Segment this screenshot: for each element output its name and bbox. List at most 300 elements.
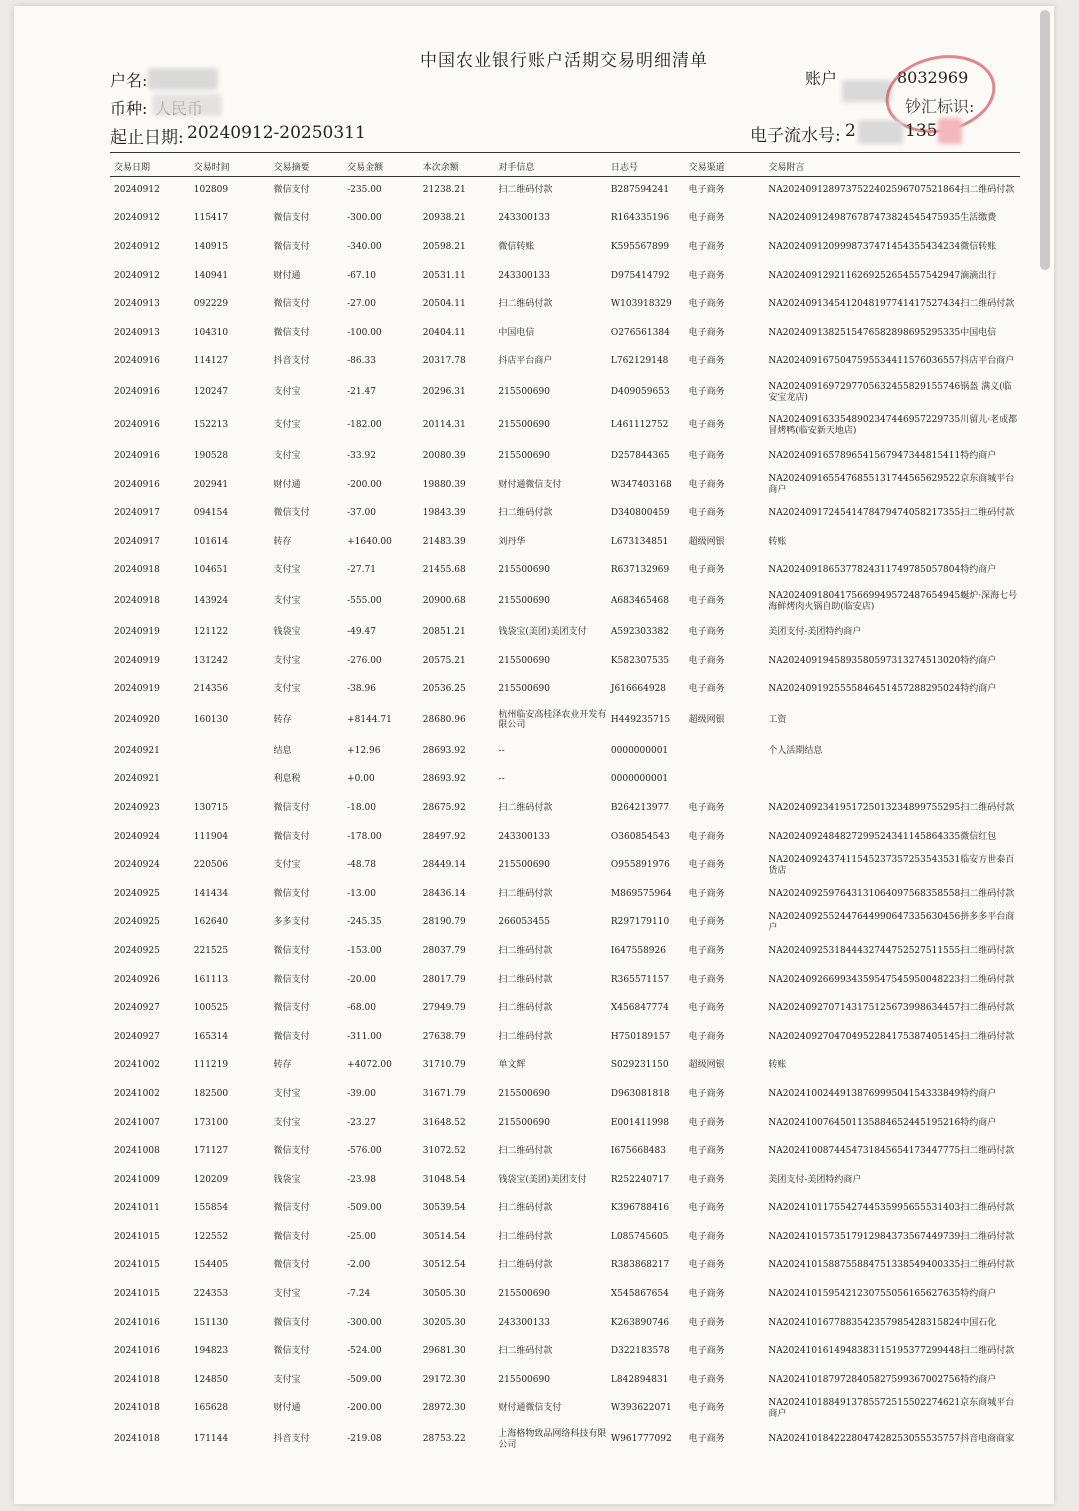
table-cell: NA2024091925555846451457288295024特约商户 [768,684,997,695]
table-cell: 224353 [193,1289,229,1300]
table-cell: -27.00 [347,299,376,310]
table-row [110,348,1020,377]
table-cell: NA2024092531844432744752527511555扫二维码付款 [768,945,1015,956]
table-row [110,376,1020,409]
table-cell: 20241007 [114,1117,160,1128]
table-cell: -200.00 [347,479,382,490]
table-cell: 20575.21 [422,655,466,666]
table-cell: 微信支付 [273,831,310,842]
table-cell: NA202409128973752240259670752186​4扫二维码付款 [768,184,1015,195]
table-cell: -68.00 [347,1003,376,1014]
table-cell: 20240926 [114,974,160,985]
table-cell: 28449.14 [422,860,466,871]
column-header: 交易日期 [114,162,151,173]
table-cell: 20240916 [114,356,160,367]
table-cell: R637132969 [610,565,670,576]
table-cell: 28017.79 [422,974,466,985]
table-cell: -25.00 [347,1231,376,1242]
table-cell: 20240925 [114,917,160,928]
table-cell: NA2024092341951725013234899755295扫二维码付款 [768,802,1015,813]
table-cell: 支付宝 [273,387,301,398]
table-cell: 电子商务 [688,974,725,985]
table-cell: 电子商务 [688,1203,725,1214]
table-cell: 28693.92 [422,774,466,785]
table-cell: 20240913 [114,299,160,310]
table-cell: 20241018 [114,1374,160,1385]
table-cell: NA2024091945893580597313274513020特约商户 [768,655,997,666]
table-cell: 20531.11 [422,270,466,281]
table-cell: 20296.31 [422,387,466,398]
table-cell: 电子商务 [688,945,725,956]
table-row [110,1051,1020,1080]
table-cell: J616664928 [610,684,667,695]
table-cell: NA2024091382515476582898695295335中国电信 [768,327,997,338]
table-cell: 微信支付 [273,1031,310,1042]
table-cell: 扫二维码付款 [498,1346,553,1357]
table-cell: O360854543 [610,831,670,842]
table-cell: 微信支付 [273,945,310,956]
table-cell: 20240917 [114,536,160,547]
table-cell: 财付通微信支付 [498,479,562,490]
table-cell: NA2024101595421230755056165627635特约商户 [768,1289,997,1300]
table-cell: 28037.79 [422,945,466,956]
table-cell: 202941 [193,479,229,490]
table-cell: -245.35 [347,917,382,928]
table-cell: NA2024092437411545237357253543531临安方世泰百货店 [768,854,1015,876]
table-cell: NA2024101677883542357985428315824中国石化 [768,1317,997,1328]
table-cell: 电子商务 [688,270,725,281]
table-cell: K582307535 [610,655,670,666]
table-cell: NA2024092484827299524341145864335微信红包 [768,831,997,842]
table-row [110,880,1020,909]
table-cell: 支付宝 [273,1289,301,1300]
table-cell: 120247 [193,387,229,398]
table-cell: 243300133 [498,831,550,842]
table-cell: X545867654 [610,1289,669,1300]
table-cell: 141434 [193,888,229,899]
table-cell: 微信支付 [273,1203,310,1214]
table-cell: 20317.78 [422,356,466,367]
table-cell: 多多支付 [273,917,310,928]
table-cell: 支付宝 [273,451,301,462]
table-cell: 支付宝 [273,565,301,576]
table-cell: -39.00 [347,1088,376,1099]
table-cell: 转存 [273,715,292,725]
table-cell: 154405 [193,1260,229,1271]
table-cell: -33.92 [347,451,376,462]
table-row [110,766,1020,795]
table-cell: 20240925 [114,945,160,956]
table-cell: K595567899 [610,242,670,253]
table-cell: 0000000001 [610,745,669,756]
table-cell: 131242 [193,655,229,666]
table-cell: 工资 [768,715,787,725]
table-cell: 电子商务 [688,1346,725,1357]
date-range-label: 起止日期: [110,128,184,148]
table-cell: W347403168 [610,479,672,490]
table-cell: 20240916 [114,420,160,431]
table-cell: 微信支付 [273,888,310,899]
table-cell: 20241011 [114,1203,160,1214]
name-label: 户名: [110,71,148,90]
table-cell: -- [498,774,505,785]
table-cell: NA2024101588755884751338549400335扫二维码付款 [768,1260,1015,1271]
table-row [110,319,1020,348]
table-cell: 215500690 [498,596,550,607]
redacted-name [148,68,218,90]
table-cell: -37.00 [347,508,376,519]
table-cell: 215500690 [498,1117,550,1128]
table-cell: B264213977 [610,802,670,813]
table-cell: -38.96 [347,684,376,695]
table-cell: -576.00 [347,1146,382,1157]
table-cell: -- [498,745,505,756]
redacted-serial-end [938,118,962,144]
table-cell: 刘丹华 [498,536,526,547]
table-cell: 30539.54 [422,1203,466,1214]
table-cell: NA2024091724541478479474058217355扫二维码付款 [768,508,1015,519]
table-cell: 电子商务 [688,1231,725,1242]
table-cell: 20241002 [114,1060,160,1071]
table-cell: 微信支付 [273,1146,310,1157]
table-cell: 27638.79 [422,1031,466,1042]
table-cell: 电子商务 [688,888,725,899]
table-cell: A592303382 [610,627,669,638]
table-cell: 27949.79 [422,1003,466,1014]
table-cell: 电子商务 [688,1403,725,1414]
table-cell: 215500690 [498,387,550,398]
table-cell: 20241016 [114,1317,160,1328]
table-cell: L461112752 [610,420,669,431]
table-cell: 171144 [193,1434,229,1445]
table-cell: 20240927 [114,1031,160,1042]
table-cell: 电子商务 [688,1146,725,1157]
table-cell: 243300133 [498,213,550,224]
table-cell: 28753.22 [422,1434,466,1445]
table-cell: 20240912 [114,184,160,195]
table-cell: 20240919 [114,627,160,638]
table-cell: 162640 [193,917,229,928]
table-cell: -18.00 [347,802,376,813]
table-row [110,557,1020,586]
table-cell: 194823 [193,1346,229,1357]
table-cell: -48.78 [347,860,376,871]
table-cell: NA2024091865377824311749785057804特约商户 [768,565,997,576]
table-cell: H750189157 [610,1031,671,1042]
table-cell: -182.00 [347,420,382,431]
table-cell: 微信支付 [273,508,310,519]
table-cell: NA2024100764501135884652445195216特约商户 [768,1117,997,1128]
table-cell: D257844365 [610,451,670,462]
table-cell: 20240912 [114,213,160,224]
table-cell: NA2024101884913785572515502274621京东商城平台商户 [768,1398,1015,1419]
table-cell: 微信支付 [273,299,310,310]
table-cell: 微信支付 [273,974,310,985]
table-row [110,1337,1020,1366]
table-row [110,1223,1020,1252]
table-cell: NA2024101879728405827599367002756特约商户 [768,1374,997,1385]
table-cell: R297179110 [610,917,670,928]
table-cell: -235.00 [347,184,382,195]
table-cell: 杭州临安高桂泽农业开发有限公司 [498,709,607,731]
column-header: 交易时间 [193,162,230,173]
table-cell: 190528 [193,451,229,462]
table-cell: NA2024092704704952284175387405145扫二维码付款 [768,1031,1015,1042]
table-cell: 电子商务 [688,1174,725,1185]
table-cell: NA2024091633548902347446957229735川留儿·老成都冒烤鸭(临安新天地店) [768,414,1018,436]
table-cell: 20240924 [114,860,160,871]
table-cell: R383868217 [610,1260,670,1271]
table-cell: 超级网银 [688,715,725,725]
table-cell: 抖音支付 [273,1434,310,1445]
table-cell: 电子商务 [688,327,725,338]
table-cell: 243300133 [498,270,550,281]
table-cell: 29681.30 [422,1346,466,1357]
table-row [110,994,1020,1023]
table-cell: 结息 [273,745,292,756]
table-cell: -311.00 [347,1031,382,1042]
table-cell: -86.33 [347,356,376,367]
table-cell: +0.00 [347,774,375,785]
table-row [110,1252,1020,1281]
table-cell: 电子商务 [688,1003,725,1014]
table-cell: -555.00 [347,596,382,607]
table-cell: 电子商务 [688,627,725,638]
table-cell: R164335196 [610,213,670,224]
table-cell: 微信支付 [273,802,310,813]
table-cell: 电子商务 [688,917,725,928]
table-cell: 30205.30 [422,1317,466,1328]
table-cell: 电子商务 [688,356,725,367]
table-cell: 电子商务 [688,655,725,666]
table-cell: 微信支付 [273,242,310,253]
table-row [110,1395,1020,1424]
table-cell: 电子商务 [688,831,725,842]
table-cell: 电子商务 [688,213,725,224]
table-cell: 122552 [193,1231,229,1242]
table-row [110,737,1020,766]
table-cell: 电子商务 [688,184,725,195]
table-cell: 电子商务 [688,1031,725,1042]
table-cell: 20240923 [114,802,160,813]
table-cell: 165314 [193,1031,229,1042]
table-cell: 利息税 [273,774,301,785]
table-cell: 20240916 [114,387,160,398]
table-cell: -27.71 [347,565,376,576]
serial-value-suffix: 135 [905,121,938,141]
table-cell: 财付通 [273,479,301,490]
table-cell: 微信支付 [273,213,310,224]
column-header: 本次余额 [422,162,459,173]
table-cell: 财付通微信支付 [498,1403,562,1414]
column-header: 交易渠道 [688,162,725,173]
table-cell: 140941 [193,270,229,281]
table-row [110,1109,1020,1138]
table-cell: 电子商务 [688,387,725,398]
table-cell: 20240916 [114,451,160,462]
table-cell: 扫二维码付款 [498,888,553,899]
scrollbar[interactable] [1040,10,1050,270]
table-row [110,442,1020,471]
table-cell: -200.00 [347,1403,382,1414]
table-row [110,290,1020,319]
table-cell: I675668483 [610,1146,666,1157]
table-cell: -21.47 [347,387,376,398]
table-cell: 155854 [193,1203,229,1214]
table-cell: 转账 [768,536,787,547]
table-cell: 215500690 [498,420,550,431]
table-cell: 092229 [193,299,229,310]
table-cell: 电子商务 [688,1289,725,1300]
table-cell: -300.00 [347,1317,382,1328]
table-row [110,585,1020,618]
table-cell: R252240717 [610,1174,670,1185]
table-cell: 超级网银 [688,1060,725,1071]
table-row [110,966,1020,995]
table-cell: 173100 [193,1117,229,1128]
table-cell: 电子商务 [688,451,725,462]
table-cell: 111904 [193,831,229,842]
column-header: 日志号 [610,162,638,173]
table-cell: 215500690 [498,684,550,695]
table-cell: 140915 [193,242,229,253]
table-cell: 钱袋宝(美团)美团支付 [498,627,587,638]
table-cell: NA2024092597643131064097568358558扫二维码付款 [768,888,1015,899]
table-cell: 151130 [193,1317,229,1328]
table-cell: 电子商务 [688,299,725,310]
table-cell: 21483.39 [422,536,466,547]
table-cell: 电子商务 [688,802,725,813]
table-cell: 20851.21 [422,627,466,638]
table-cell: X456847774 [610,1003,669,1014]
table-cell: -100.00 [347,327,382,338]
table-cell: 财付通 [273,270,301,281]
table-cell: D340800459 [610,508,670,519]
table-cell: M869575964 [610,888,672,899]
table-cell: NA2024091292116269252654557542947滴滴出行 [768,270,997,281]
table-cell: 28190.79 [422,917,466,928]
table-row [110,205,1020,234]
table-cell: H449235715 [610,715,671,725]
table-cell: A683465468 [610,596,669,607]
table-row [110,1137,1020,1166]
table-cell: 转账 [768,1060,787,1071]
table-cell: 支付宝 [273,655,301,666]
redacted-currency [152,94,222,116]
table-cell: 20240918 [114,596,160,607]
table-cell: 20241018 [114,1434,160,1445]
table-cell: NA2024101175542744535995655531403扫二维码付款 [768,1203,1015,1214]
table-cell: 钱袋宝 [273,627,301,638]
table-cell: 30505.30 [422,1289,466,1300]
table-cell [764,766,1020,795]
table-cell: -509.00 [347,1203,382,1214]
table-row [110,647,1020,676]
table-row [110,1366,1020,1395]
table-cell: 扫二维码付款 [498,945,553,956]
table-cell: NA2024092707143175125673998634457扫二维码付款 [768,1003,1015,1014]
table-cell: 214356 [193,684,229,695]
table-cell: 20240918 [114,565,160,576]
table-cell: 28693.92 [422,745,466,756]
table-header-row [110,156,1020,176]
table-cell: -524.00 [347,1346,382,1357]
table-cell: 20240925 [114,888,160,899]
table-cell: 20241009 [114,1174,160,1185]
table-cell: 215500690 [498,1289,550,1300]
table-cell: NA2024091209998737471454355434234微信转账 [768,242,997,253]
table-cell: 215500690 [498,451,550,462]
table-cell: -178.00 [347,831,382,842]
table-cell: -153.00 [347,945,382,956]
table-row [110,528,1020,557]
table-cell: NA2024100874454731845654173447775扫二维码付款 [768,1146,1015,1157]
table-cell: 微信支付 [273,1231,310,1242]
column-header: 对手信息 [498,162,535,173]
table-row [110,233,1020,262]
table-cell: 20241008 [114,1146,160,1157]
date-range-value: 20240912-20250311 [187,123,366,143]
table-cell: 电子商务 [688,1374,725,1385]
table-cell: 20504.11 [422,299,466,310]
table-cell: 30512.54 [422,1260,466,1271]
table-cell: 电子商务 [688,242,725,253]
table-cell: K396788416 [610,1203,670,1214]
table-cell: 电子商务 [688,684,725,695]
table-cell: 支付宝 [273,1088,301,1099]
table-cell: O955891976 [610,860,670,871]
table-cell: L842894831 [610,1374,669,1385]
table-cell: 扫二维码付款 [498,802,553,813]
table-cell: NA20240912498767874738245454759​35生活缴费 [768,213,997,224]
table-cell: 215500690 [498,1374,550,1385]
table-cell: 28436.14 [422,888,466,899]
table-row [110,1423,1020,1456]
table-cell: 215500690 [498,860,550,871]
table-cell: 28680.96 [422,715,466,725]
table-cell: +8144.71 [347,715,392,725]
table-cell: 20240912 [114,242,160,253]
table-cell: 微信支付 [273,327,310,338]
table-cell [685,766,765,795]
table-row [110,1280,1020,1309]
serial-value-prefix: 2 [845,121,856,141]
table-cell: 扫二维码付款 [498,974,553,985]
table-cell: 微信支付 [273,1260,310,1271]
table-cell: -13.00 [347,888,376,899]
column-header: 交易金额 [347,162,384,173]
table-cell: -340.00 [347,242,382,253]
table-cell: 20241015 [114,1289,160,1300]
table-cell: 120209 [193,1174,229,1185]
table-cell: 266053455 [498,917,550,928]
table-cell: 支付宝 [273,1117,301,1128]
currency-label: 币种: [110,99,148,118]
table-cell [685,737,765,766]
redacted-serial [858,120,903,144]
table-cell: 微信支付 [273,184,310,195]
table-row [110,176,1020,205]
table-cell: 31648.52 [422,1117,466,1128]
table-cell: 124850 [193,1374,229,1385]
table-cell: -300.00 [347,213,382,224]
table-cell: 20241018 [114,1403,160,1414]
table-cell: 电子商务 [688,420,725,431]
table-cell: 20900.68 [422,596,466,607]
table-row [110,851,1020,880]
table-cell: 支付宝 [273,420,301,431]
table-cell: D975414792 [610,270,670,281]
